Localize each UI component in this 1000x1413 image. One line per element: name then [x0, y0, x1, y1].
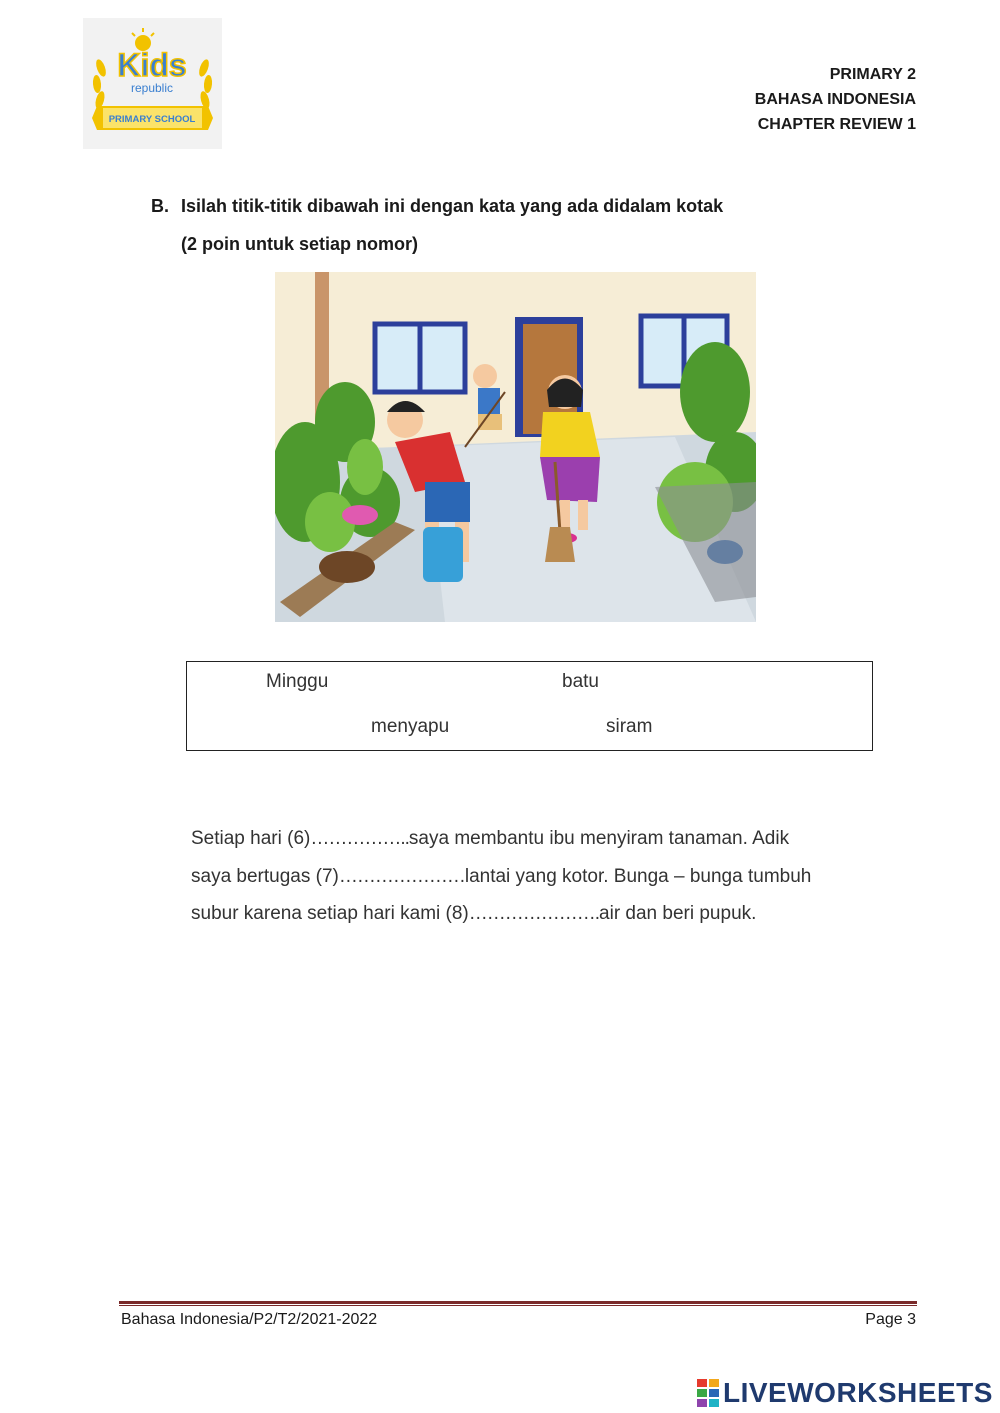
paragraph-text: lantai yang kotor. Bunga – bunga tumbuh	[464, 865, 812, 887]
illustration-children-cleaning	[275, 272, 756, 622]
header-subject: BAHASA INDONESIA	[754, 91, 916, 108]
paragraph-line	[191, 895, 931, 933]
svg-text:PRIMARY SCHOOL: PRIMARY SCHOOL	[108, 114, 196, 125]
word-bank-item[interactable]: Minggu	[266, 671, 329, 692]
word-bank-item[interactable]: menyapu	[371, 716, 450, 737]
footer-rule-thin	[119, 1305, 917, 1306]
paragraph-line	[191, 820, 931, 858]
house-garden-illustration-icon	[275, 272, 756, 622]
header-chapter: CHAPTER REVIEW 1	[757, 116, 916, 133]
blank-6[interactable]: ……………..	[310, 828, 409, 849]
blank-8[interactable]: ………………….	[468, 903, 600, 924]
liveworksheets-logo-icon	[697, 1379, 719, 1407]
instruction-text: Isilah titik-titik dibawah ini dengan kata yang ada didalam kotak	[181, 196, 724, 216]
watermark-text: LIVEWORKSHEETS	[723, 1377, 993, 1408]
word-bank-box	[186, 661, 873, 751]
liveworksheets-watermark[interactable]	[697, 1376, 993, 1410]
school-logo	[83, 18, 222, 149]
word-bank-item[interactable]: batu	[562, 671, 599, 692]
svg-text:Kids: Kids	[117, 47, 187, 83]
paragraph-text: subur karena setiap hari kami (8)	[191, 903, 469, 924]
word-bank-item[interactable]: siram	[606, 716, 653, 737]
section-letter: B.	[151, 196, 169, 216]
footer-page-number: Page 3	[865, 1311, 916, 1328]
blank-7[interactable]: …………………	[338, 865, 465, 887]
paragraph-line	[191, 858, 931, 896]
paragraph-text: air dan beri pupuk.	[599, 903, 757, 924]
paragraph-text: saya bertugas (7)	[191, 865, 339, 887]
footer-rule	[119, 1301, 917, 1304]
fill-in-paragraph	[191, 820, 931, 933]
header-grade: PRIMARY 2	[829, 66, 916, 83]
paragraph-text: Setiap hari (6)	[191, 828, 311, 849]
svg-text:republic: republic	[130, 81, 174, 95]
paragraph-text: saya membantu ibu menyiram tanaman. Adik	[408, 828, 790, 849]
instruction-points: (2 poin untuk setiap nomor)	[181, 234, 418, 254]
kids-republic-logo-icon	[83, 18, 222, 149]
footer-course-code: Bahasa Indonesia/P2/T2/2021-2022	[121, 1311, 378, 1328]
document-header	[755, 62, 916, 137]
